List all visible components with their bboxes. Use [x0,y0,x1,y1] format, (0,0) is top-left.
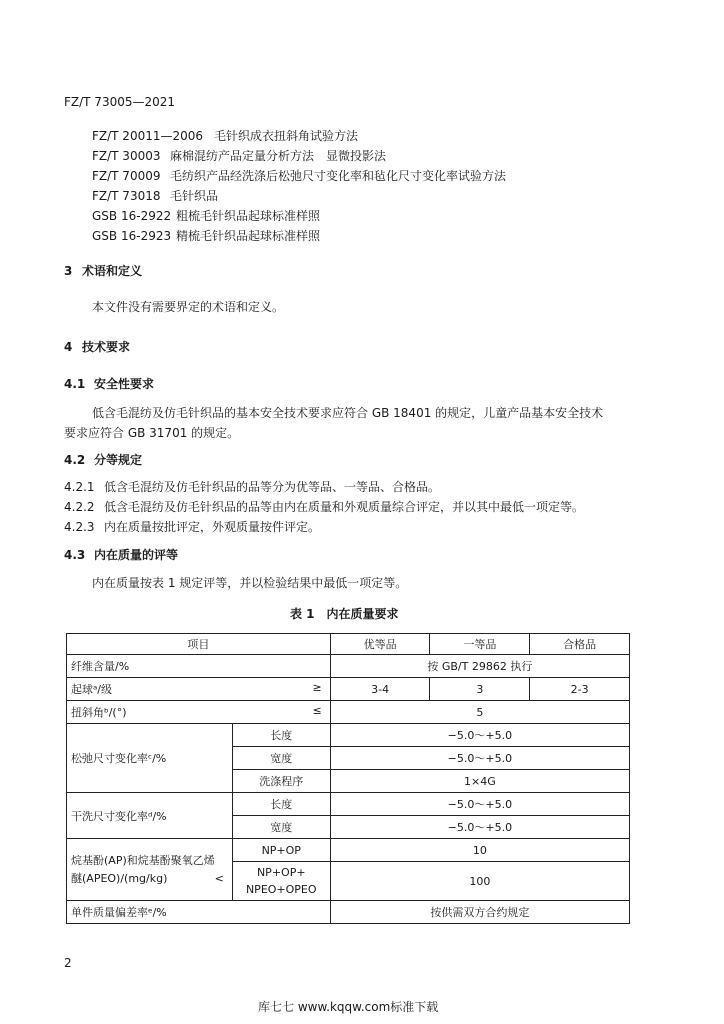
reference-code: FZ/T 20011—2006 [92,129,204,143]
pilling-grade-1: 3-4 [330,678,430,701]
clause-4-2-1 [64,478,440,495]
pilling-symbol: ≥ [312,681,322,694]
table-row-relax [67,724,630,747]
reference-code: FZ/T 70009 [92,169,161,183]
weight-value: 按供需双方合约规定 [330,901,629,924]
quality-requirements-table [66,633,630,924]
section-number: 4 [64,340,73,354]
header-grade-1: 优等品 [330,634,430,655]
table-row-dryclean [67,793,630,816]
section-3-heading [64,262,142,279]
reference-item [92,127,358,144]
clause-number: 4.2.2 [64,500,95,514]
reference-item [92,227,320,244]
relax-sub-label: 长度 [232,724,330,747]
reference-code: GSB 16-2922 [92,209,172,223]
apeo-sub-label-line2: NPEO+OPEO [245,883,317,896]
clause-text: 低含毛混纺及仿毛针织品的品等分为优等品、一等品、合格品。 [104,480,441,494]
fiber-label: 纤维含量/% [67,655,331,678]
apeo-label-line2-wrap [71,870,228,888]
reference-title: 毛纺织产品经洗涤后松弛尺寸变化率和毡化尺寸变化率试验方法 [170,169,507,183]
reference-item [92,207,320,224]
standard-number: FZ/T 73005—2021 [64,95,176,109]
header-grade-3: 合格品 [530,634,630,655]
section-4-1-heading [64,375,154,392]
apeo-sub-label-cell [232,862,330,901]
section-title: 内在质量的评等 [94,548,179,562]
page-number: 2 [64,956,72,970]
relax-sub-value: 1×4G [330,770,629,793]
reference-title: 毛针织品 [170,189,219,203]
relax-sub-value: −5.0～+5.0 [330,724,629,747]
relax-sub-label: 洗涤程序 [232,770,330,793]
clause-text: 低含毛混纺及仿毛针织品的品等由内在质量和外观质量综合评定，并以其中最低一项定等。 [104,500,585,514]
header-item: 项目 [67,634,331,655]
clause-number: 4.2.1 [64,480,95,494]
section-4-2-heading [64,451,142,468]
pilling-label-cell [67,678,331,701]
section-number: 3 [64,264,73,278]
apeo-sub-value: 100 [330,862,629,901]
section-4-heading [64,338,130,355]
apeo-label-line1: 烷基酚(AP)和烷基酚聚氧乙烯 [71,853,215,867]
reference-item [92,167,506,184]
table-row-skew [67,701,630,724]
reference-title: 精梳毛针织品起球标准样照 [176,229,321,243]
weight-label: 单件质量偏差率ᵉ/% [67,901,331,924]
table-caption: 表 1 内在质量要求 [290,607,399,621]
reference-code: GSB 16-2923 [92,229,172,243]
skew-value: 5 [330,701,629,724]
section-number: 4.2 [64,453,86,467]
apeo-sub-value: 10 [330,839,629,862]
reference-title: 粗梳毛针织品起球标准样照 [176,209,321,223]
clause-number: 4.2.3 [64,520,95,534]
reference-code: FZ/T 73018 [92,189,161,203]
section-4-1-text-line1: 低含毛混纺及仿毛针织品的基本安全技术要求应符合 GB 18401 的规定，儿童产品基本安全技术 [92,406,604,420]
reference-title: 麻棉混纺产品定量分析方法 显微投影法 [170,149,387,163]
apeo-sub-label: NP+OP [232,839,330,862]
pilling-grade-2: 3 [430,678,530,701]
dryclean-label: 干洗尺寸变化率ᵈ/% [67,793,233,839]
reference-code: FZ/T 30003 [92,149,161,163]
fiber-value: 按 GB/T 29862 执行 [330,655,629,678]
table-row-weight [67,901,630,924]
section-4-1-text-line2: 要求应符合 GB 31701 的规定。 [64,426,240,440]
apeo-symbol: < [214,871,224,885]
apeo-label-line2: 醚(APEO)/(mg/kg) [71,871,168,885]
apeo-sub-label-line1: NP+OP+ [256,866,306,879]
section-title: 安全性要求 [94,377,155,391]
skew-symbol: ≤ [312,704,322,717]
relax-label: 松弛尺寸变化率ᶜ/% [67,724,233,793]
clause-4-2-2 [64,498,584,515]
apeo-label-cell [67,839,233,901]
reference-item [92,187,218,204]
reference-title: 毛针织成衣扭斜角试验方法 [214,129,359,143]
dryclean-sub-value: −5.0～+5.0 [330,816,629,839]
table-row-pilling [67,678,630,701]
dryclean-sub-value: −5.0～+5.0 [330,793,629,816]
section-title: 术语和定义 [82,264,143,278]
clause-text: 内在质量按批评定，外观质量按件评定。 [104,520,321,534]
section-title: 分等规定 [94,453,143,467]
dryclean-sub-label: 长度 [232,793,330,816]
pilling-label: 起球ᵃ/级 [71,683,113,696]
section-number: 4.1 [64,377,86,391]
section-title: 技术要求 [82,340,131,354]
clause-4-2-3 [64,518,320,535]
table-header-row [67,634,630,655]
table-row-fiber [67,655,630,678]
header-grade-2: 一等品 [430,634,530,655]
dryclean-sub-label: 宽度 [232,816,330,839]
reference-item [92,147,386,164]
section-4-3-heading [64,546,178,563]
skew-label: 扭斜角ᵇ/(°) [71,706,127,719]
table-row-apeo [67,839,630,862]
section-3-text: 本文件没有需要界定的术语和定义。 [92,300,285,314]
footer-watermark: 库七七 www.kqqw.com标准下载 [258,1000,439,1014]
section-4-3-text: 内在质量按表 1 规定评等，并以检验结果中最低一项定等。 [92,576,408,590]
relax-sub-value: −5.0～+5.0 [330,747,629,770]
skew-label-cell [67,701,331,724]
section-number: 4.3 [64,548,86,562]
relax-sub-label: 宽度 [232,747,330,770]
pilling-grade-3: 2-3 [530,678,630,701]
